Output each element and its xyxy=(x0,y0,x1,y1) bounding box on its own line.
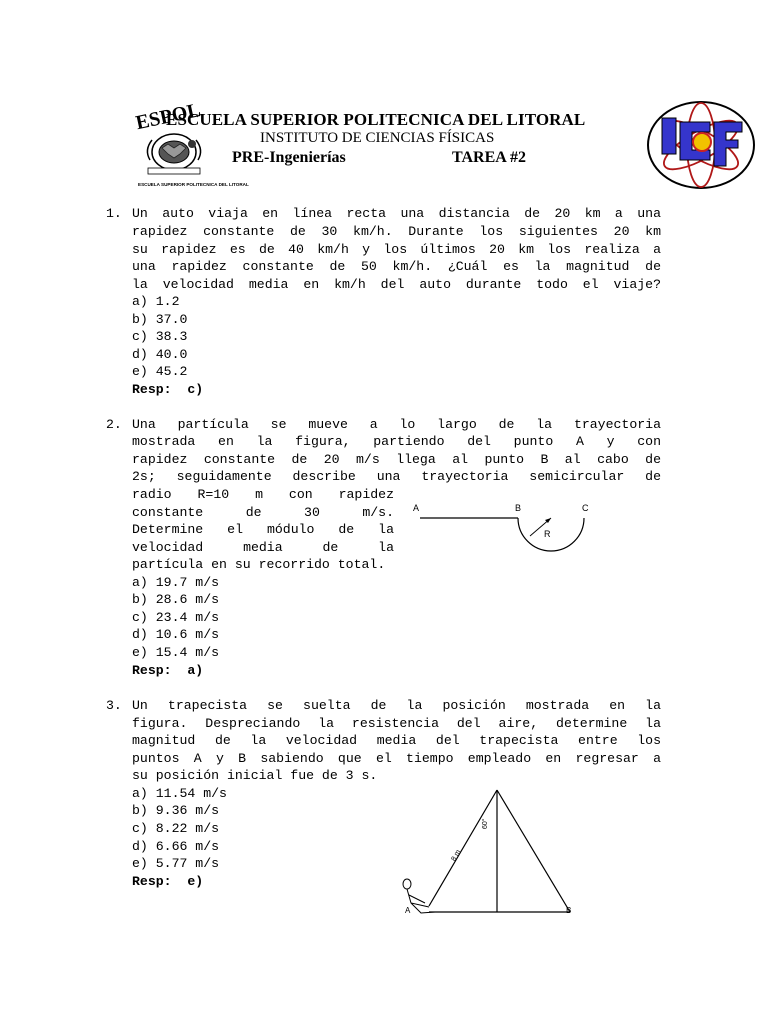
institute-name: INSTITUTO DE CIENCIAS FÍSICAS xyxy=(260,130,495,146)
answer-option: e) 15.4 m/s xyxy=(132,645,220,660)
question-line: constante de 30 m/s. xyxy=(132,505,394,520)
answer-option: d) 6.66 m/s xyxy=(132,839,220,854)
question-line: partícula en su recorrido total. xyxy=(132,557,386,572)
question-line: su rapidez es de 40 km/h y los últimos 20 km los realiza a xyxy=(132,242,661,257)
point-c-label: C xyxy=(582,503,589,513)
point-b-label: B xyxy=(566,906,572,915)
answer-option: a) 1.2 xyxy=(132,294,180,309)
answer-key: Resp: c) xyxy=(132,382,204,397)
question-line: Un trapecista se suelta de la posición mostrada en la xyxy=(132,698,661,713)
trapezist-body-icon xyxy=(407,889,435,913)
answer-option: b) 9.36 m/s xyxy=(132,803,220,818)
radius-label: R xyxy=(544,529,551,539)
answer-key: Resp: e) xyxy=(132,874,204,889)
question-number: 2. xyxy=(106,417,122,432)
school-name: ESCUELA SUPERIOR POLITECNICA DEL LITORAL xyxy=(166,110,586,129)
point-a-label: A xyxy=(405,906,411,915)
assignment-title: TAREA #2 xyxy=(452,149,526,166)
question-line: magnitud de la velocidad media del trapecista entre los xyxy=(132,733,661,748)
point-a-label: A xyxy=(413,503,420,513)
question-line: rapidez constante de 30 km/h. Durante los siguientes 20 km xyxy=(132,224,661,239)
angle-label: 60° xyxy=(482,818,489,829)
semicircle-path xyxy=(518,518,584,551)
question-line: una rapidez constante de 50 km/h. ¿Cuál es la magnitud de xyxy=(132,259,661,274)
question-number: 1. xyxy=(106,206,122,221)
espol-logo-text: ESPOL xyxy=(133,99,203,135)
question-line: su posición inicial fue de 3 s. xyxy=(132,768,378,783)
answer-option: d) 40.0 xyxy=(132,347,188,362)
answer-option: e) 5.77 m/s xyxy=(132,856,220,871)
answer-option: e) 45.2 xyxy=(132,364,188,379)
length-label: 8 m xyxy=(450,848,463,863)
answer-option: c) 38.3 xyxy=(132,329,188,344)
icf-logo-text: ICF xyxy=(690,186,692,187)
question-line: la velocidad media en km/h del auto durante todo el viaje? xyxy=(132,277,661,292)
question-line: Un auto viaja en línea recta una distancia de 20 km a una xyxy=(132,206,661,221)
espol-logo-caption: ESCUELA SUPERIOR POLITECNICA DEL LITORAL xyxy=(138,182,249,187)
answer-key: Resp: a) xyxy=(132,663,204,678)
rope-right xyxy=(497,790,570,912)
question-line: 2s; seguidamente describe una trayectoria semicircular de xyxy=(132,469,661,484)
answer-option: c) 23.4 m/s xyxy=(132,610,220,625)
program-name: PRE-Ingenierías xyxy=(232,149,346,166)
answer-option: c) 8.22 m/s xyxy=(132,821,220,836)
question-line: Determine el módulo de la xyxy=(132,522,394,537)
answer-option: a) 19.7 m/s xyxy=(132,575,220,590)
question-line: puntos A y B sabiendo que el tiempo empleado en regresar a xyxy=(132,751,661,766)
trajectory-figure xyxy=(405,498,605,568)
rope-left xyxy=(429,790,497,906)
trapezist-head-icon xyxy=(403,879,411,889)
answer-option: a) 11.54 m/s xyxy=(132,786,227,801)
question-line: rapidez constante de 20 m/s llega al punto B al cabo de xyxy=(132,452,661,467)
answer-option: b) 37.0 xyxy=(132,312,188,327)
trapeze-figure xyxy=(395,785,585,920)
answer-option: d) 10.6 m/s xyxy=(132,627,220,642)
question-line: Una partícula se mueve a lo largo de la trayectoria xyxy=(132,417,661,432)
question-line: velocidad media de la xyxy=(132,540,394,555)
icf-logo xyxy=(646,100,756,190)
question-line: figura. Despreciando la resistencia del aire, determine la xyxy=(132,716,661,731)
point-b-label: B xyxy=(515,503,522,513)
answer-option: b) 28.6 m/s xyxy=(132,592,220,607)
question-number: 3. xyxy=(106,698,122,713)
question-line: mostrada en la figura, partiendo del punto A y con xyxy=(132,434,661,449)
question-line: radio R=10 m con rapidez xyxy=(132,487,394,502)
